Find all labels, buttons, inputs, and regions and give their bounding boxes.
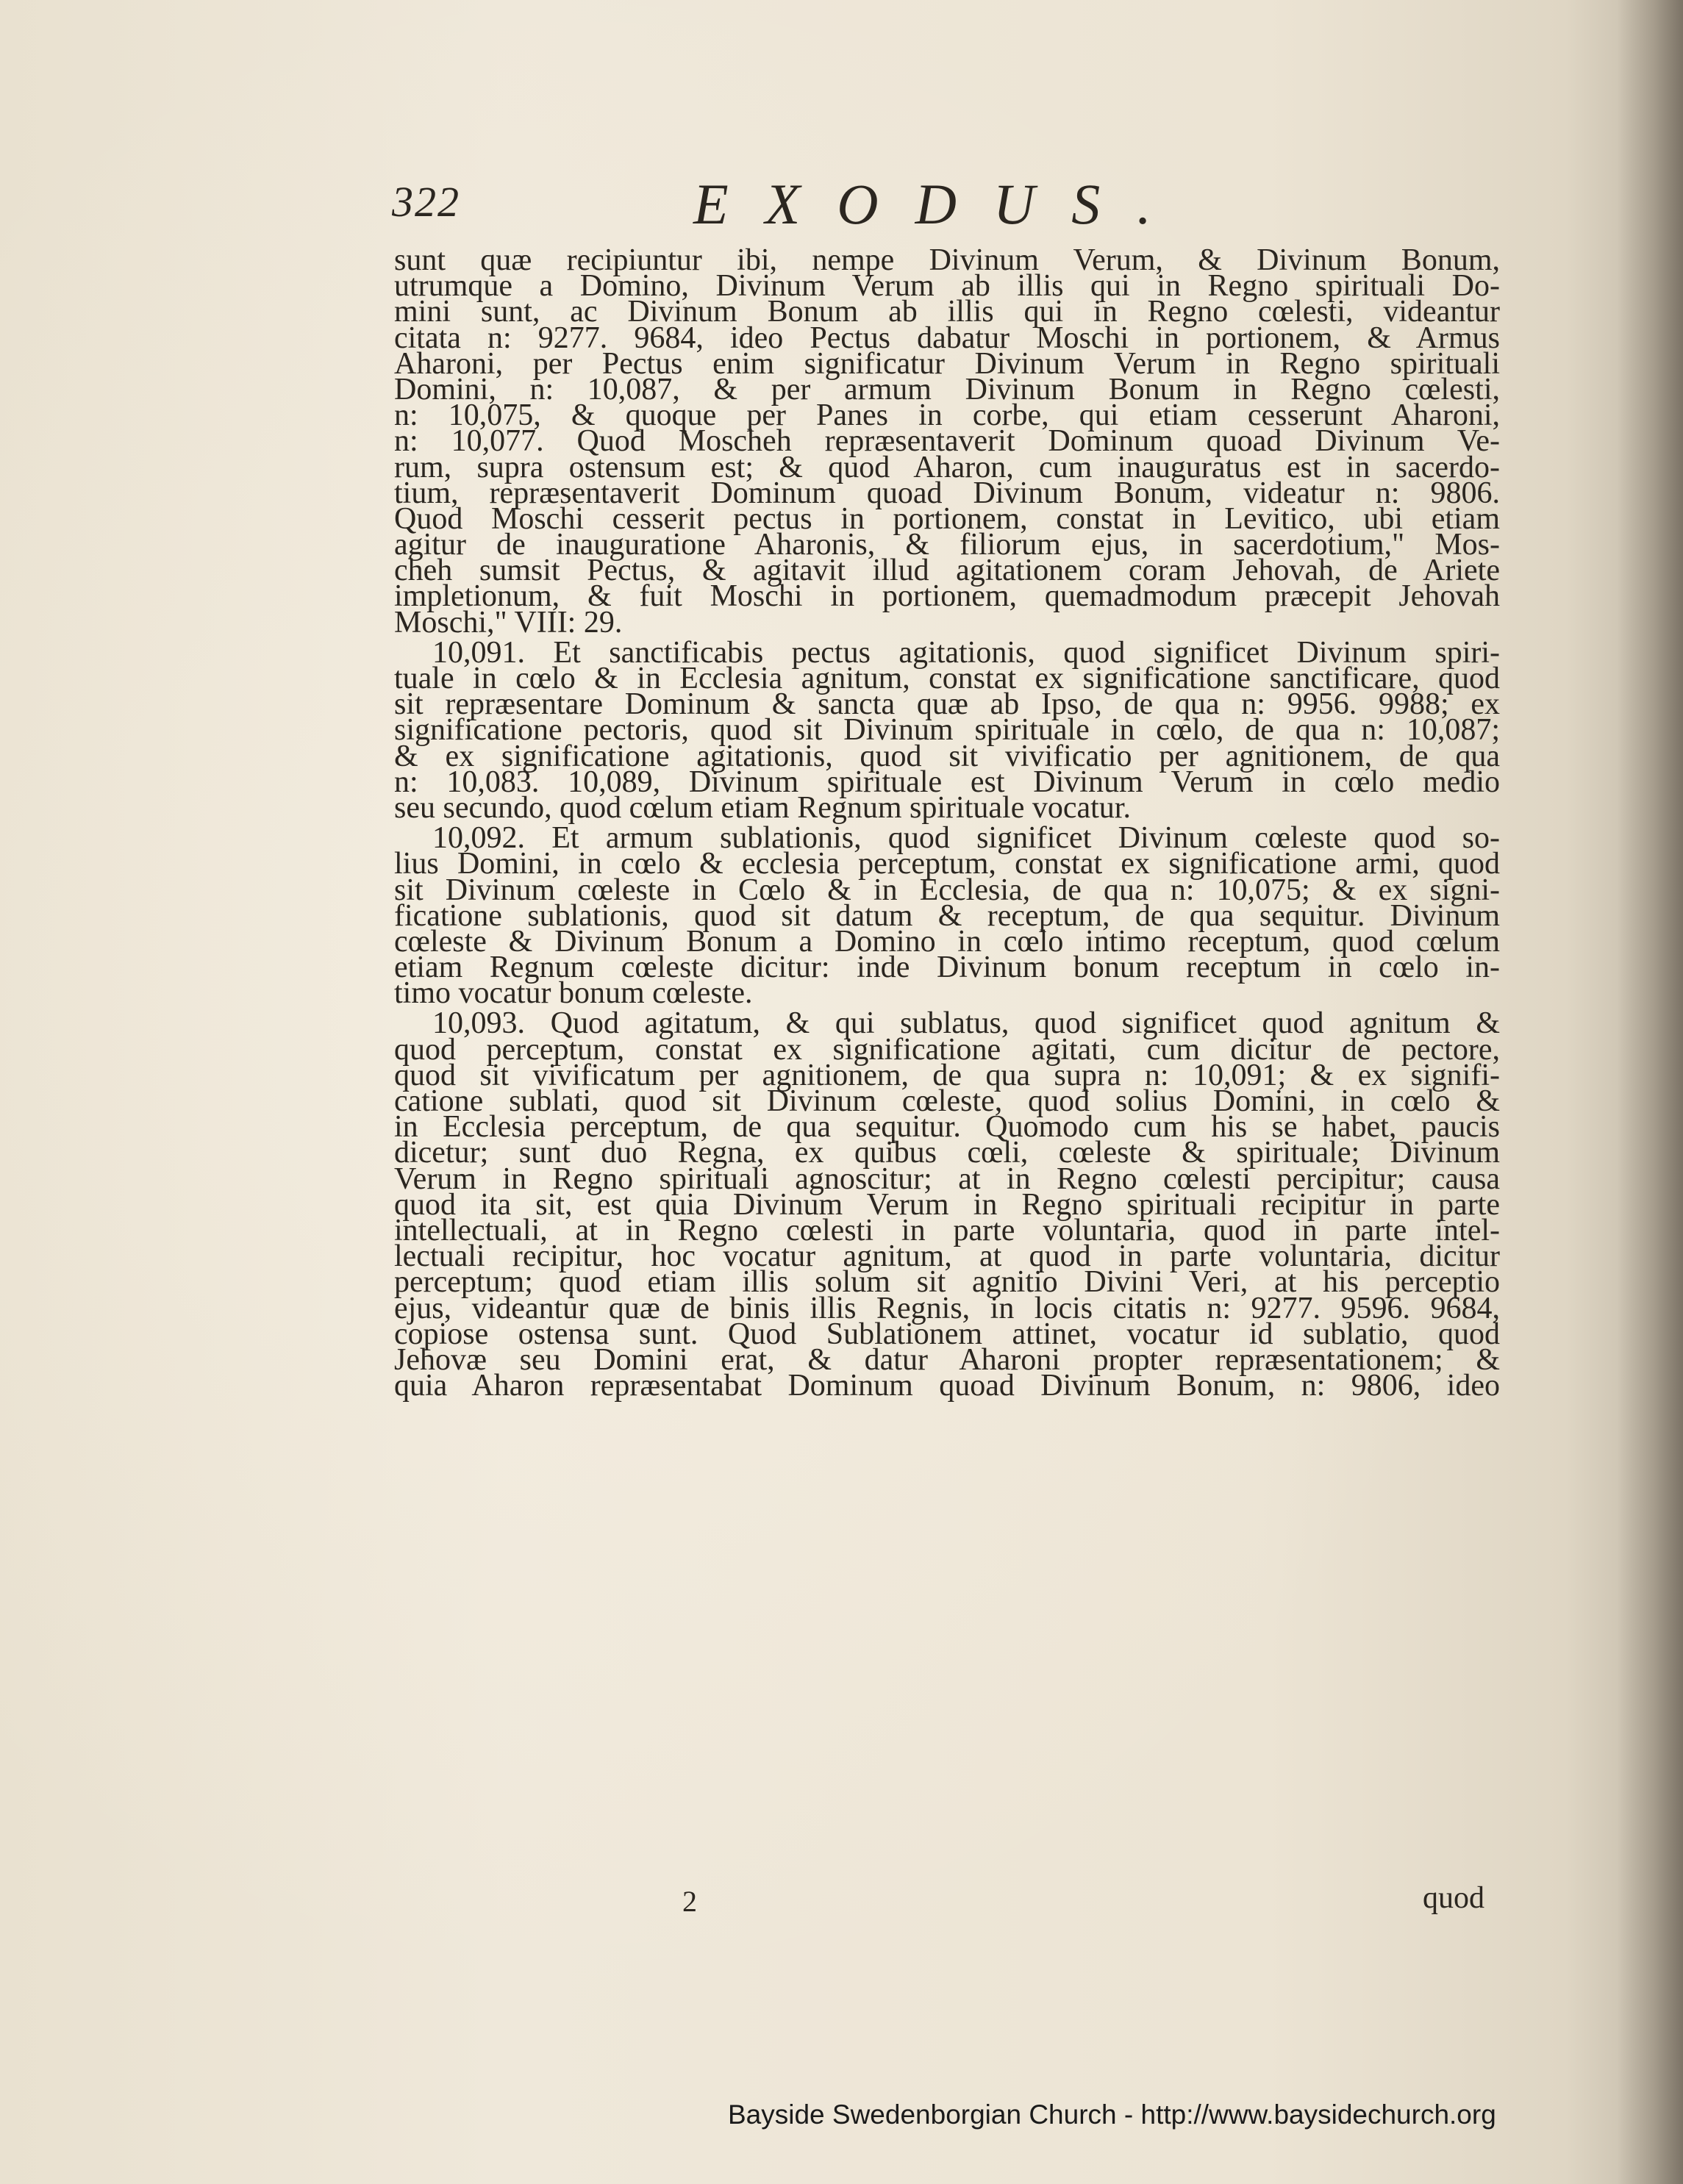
text-line: lius Domini, in cœlo & ecclesia perceptum, constat ex significatione armi, quod	[394, 847, 1500, 881]
text-line: sunt quæ recipiuntur ibi, nempe Divinum Verum, & Divinum Bonum,	[394, 243, 1500, 277]
text-line: timo vocatur bonum cœleste.	[394, 976, 753, 1011]
text-line: perceptum; quod etiam illis solum sit agnitio Divini Veri, at his perceptio	[394, 1265, 1500, 1300]
text-line: cœleste & Divinum Bonum a Domino in cœlo intimo receptum, quod cœlum	[394, 924, 1500, 959]
text-line: quod ita sit, est quia Divinum Verum in Regno spirituali recipitur in parte	[394, 1187, 1500, 1222]
text-line: rum, supra ostensum est; & quod Aharon, cum inauguratus est in sacerdo-	[394, 450, 1500, 484]
text-line: ficatione sublationis, quod sit datum & receptum, de qua sequitur. Divinum	[394, 898, 1500, 933]
text-line: cheh sumsit Pectus, & agitavit illud agitationem coram Jehovah, de Ariete	[394, 554, 1500, 588]
text-line: quia Aharon repræsentabat Dominum quoad Divinum Bonum, n: 9806, ideo	[394, 1369, 1500, 1403]
text-line: Domini, n: 10,087, & per armum Divinum Bonum in Regno cœlesti,	[394, 372, 1500, 407]
text-line: quod sit vivificatum per agnitionem, de qua supra n: 10,091; & ex signifi-	[394, 1058, 1500, 1092]
text-line: ejus, videantur quæ de binis illis Regnis, in locis citatis n: 9277. 9596. 9684,	[394, 1291, 1500, 1325]
text-line: impletionum, & fuit Moschi in portionem, quemadmodum præcepit Jehovah	[394, 579, 1500, 614]
catchword: quod	[1423, 1881, 1484, 1915]
text-line: mini sunt, ac Divinum Bonum ab illis qui in Regno cœlesti, videantur	[394, 295, 1500, 329]
text-line: sit repræsentare Dominum & sancta quæ ab Ipso, de qua n: 9956. 9988; ex	[394, 687, 1500, 722]
text-line: intellectuali, at in Regno cœlesti in parte voluntaria, quod in parte intel-	[394, 1213, 1500, 1247]
text-line: in Ecclesia perceptum, de qua sequitur. Quomodo cum his se habet, paucis	[394, 1110, 1500, 1145]
signature-mark: 2	[682, 1885, 697, 1918]
text-line: Quod Moschi cesserit pectus in portionem, constat in Levitico, ubi etiam	[394, 501, 1500, 536]
body-text	[394, 243, 1500, 1403]
text-line: lectuali recipitur, hoc vocatur agnitum, at quod in parte voluntaria, dicitur	[394, 1239, 1500, 1274]
text-line: dicetur; sunt duo Regna, ex quibus cœli, cœleste & spirituale; Divinum	[394, 1136, 1500, 1170]
running-head: EXODUS.	[693, 172, 1188, 236]
text-line: significatione pectoris, quod sit Divinum spirituale in cœlo, de qua n: 10,087;	[394, 713, 1500, 748]
text-line: seu secundo, quod cœlum etiam Regnum spirituale vocatur.	[394, 790, 1131, 825]
text-line: & ex significatione agitationis, quod sit vivificatio per agnitionem, de qua	[394, 739, 1500, 773]
text-line: Jehovæ seu Domini erat, & datur Aharoni propter repræsentationem; &	[394, 1342, 1500, 1377]
text-line: Verum in Regno spirituali agnoscitur; at in Regno cœlesti percipitur; causa	[394, 1161, 1500, 1196]
text-line: tuale in cœlo & in Ecclesia agnitum, constat ex significatione sanctificare, quod	[394, 662, 1500, 695]
page-header	[392, 171, 1502, 237]
text-line: utrumque a Domino, Divinum Verum ab illis qui in Regno spirituali Do-	[394, 269, 1500, 304]
text-line: Aharoni, per Pectus enim significatur Divinum Verum in Regno spirituali	[394, 346, 1500, 381]
page-number: 322	[392, 178, 460, 226]
paragraph-first-line: 10,092. Et armum sublationis, quod significet Divinum cœleste quod so-	[432, 821, 1500, 856]
text-line: copiose ostensa sunt. Quod Sublationem attinet, vocatur id sublatio, quod	[394, 1317, 1500, 1351]
gutter-shadow	[1617, 0, 1683, 2184]
text-line: tium, repræsentaverit Dominum quoad Divinum Bonum, videatur n: 9806.	[394, 476, 1500, 510]
paragraph-first-line: 10,093. Quod agitatum, & qui sublatus, quod significet quod agnitum &	[432, 1006, 1500, 1041]
text-line: n: 10,083. 10,089, Divinum spirituale est Divinum Verum in cœlo medio	[394, 765, 1500, 799]
text-line: agitur de inauguratione Aharonis, & filiorum ejus, in sacerdotium," Mos-	[394, 528, 1500, 562]
paragraph-first-line: 10,091. Et sanctificabis pectus agitationis, quod significet Divinum spiri-	[432, 635, 1500, 670]
text-line: catione sublati, quod sit Divinum cœleste, quod solius Domini, in cœlo &	[394, 1084, 1500, 1118]
text-line: etiam Regnum cœleste dicitur: inde Divinum bonum receptum in cœlo in-	[394, 950, 1500, 985]
text-line: Moschi," VIII: 29.	[394, 605, 623, 640]
text-line: quod perceptum, constat ex significatione agitati, cum dicitur de pectore,	[394, 1032, 1500, 1067]
text-line: sit Divinum cœleste in Cœlo & in Ecclesia, de qua n: 10,075; & ex signi-	[394, 873, 1500, 907]
text-line: citata n: 9277. 9684, ideo Pectus dabatur Moschi in portionem, & Armus	[394, 321, 1500, 355]
text-line: n: 10,077. Quod Moscheh repræsentaverit Dominum quoad Divinum Ve-	[394, 424, 1500, 459]
text-line: n: 10,075, & quoque per Panes in corbe, qui etiam cesserunt Aharoni,	[394, 398, 1500, 433]
watermark-text: Bayside Swedenborgian Church - http://www.baysidechurch.org	[728, 2099, 1496, 2130]
